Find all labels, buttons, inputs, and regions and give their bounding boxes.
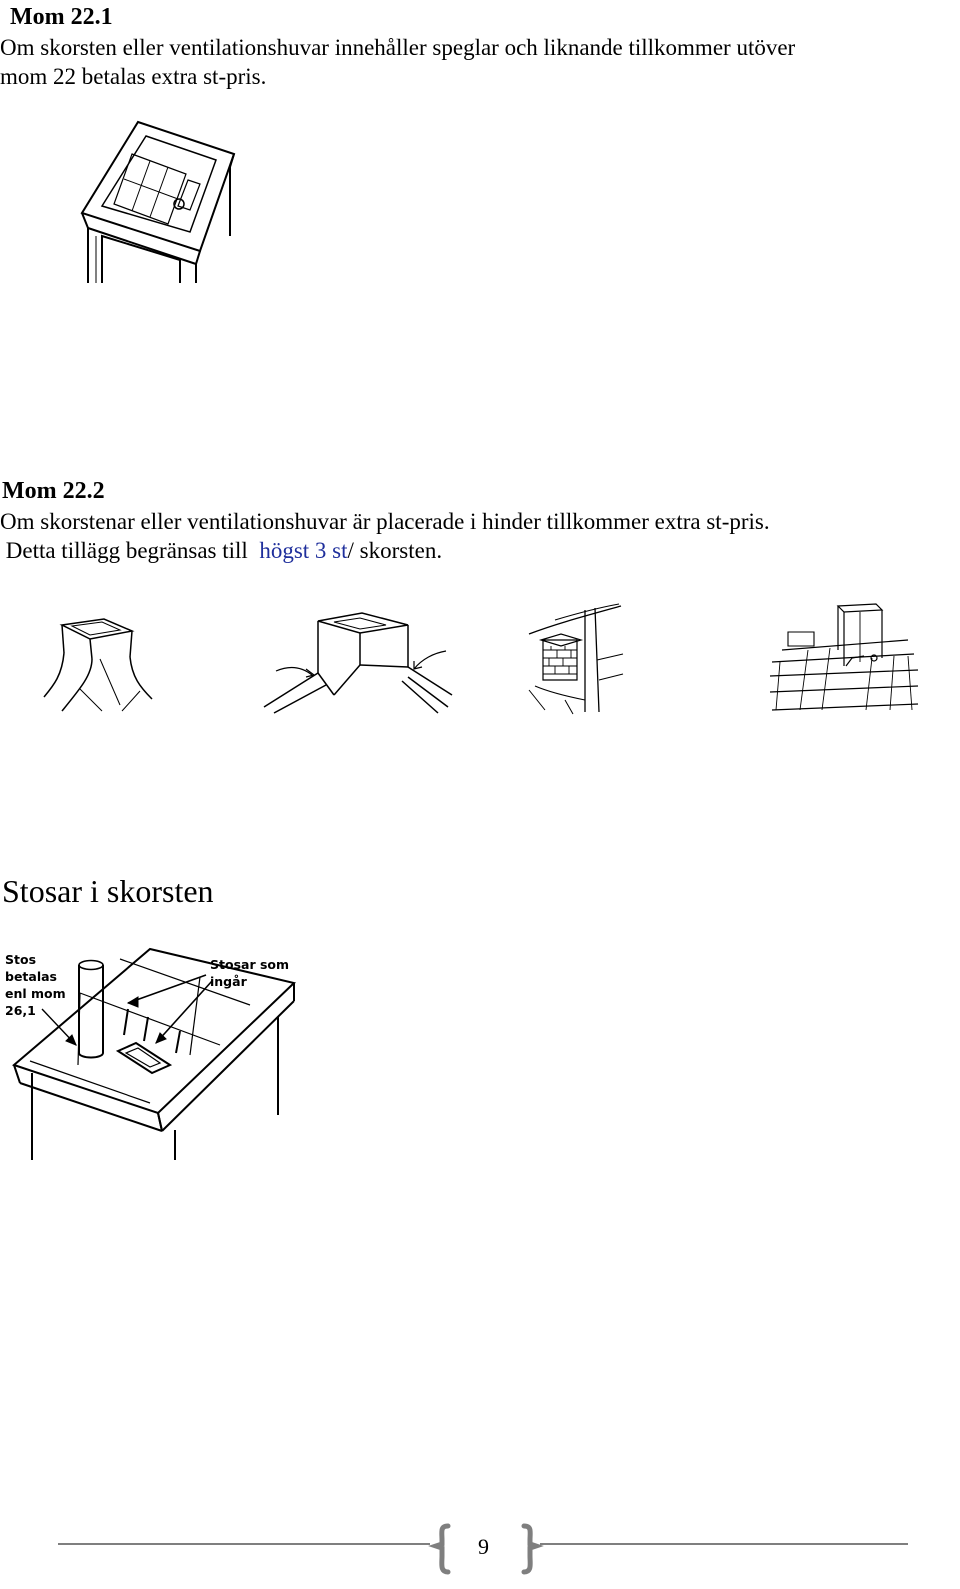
- stosar-title: Stosar i skorsten: [2, 873, 214, 909]
- stosar-label-line: Stosar som: [210, 957, 290, 972]
- section-text-22-2-line-1: Om skorstenar eller ventilationshuvar är placerade i hinder tillkommer extra st-pris.: [0, 509, 770, 534]
- section-heading-22-2: Mom 22.2: [2, 478, 105, 504]
- obstacle-illustration-3: [525, 600, 625, 715]
- section-text-22-1-line-1: Om skorsten eller ventilationshuvar innehåller speglar och liknande tillkommer utöver: [0, 35, 796, 60]
- page-number: 9: [478, 1534, 489, 1559]
- stos-label-line: betalas: [5, 969, 57, 984]
- line-2-tail: / skorsten.: [347, 538, 443, 563]
- stos-label-line: 26,1: [5, 1003, 36, 1018]
- section-text-22-2-line-2: [0, 536, 442, 565]
- obstacle-illustration-4: [768, 600, 920, 715]
- chimney-stos-illustration: [0, 945, 300, 1165]
- obstacle-illustration-2: [262, 605, 457, 715]
- chimney-mirror-illustration: [80, 118, 240, 288]
- max-count-highlight: högst 3 st: [259, 538, 348, 563]
- obstacle-illustration-1: [40, 615, 160, 715]
- stos-label-line: Stos: [5, 952, 37, 967]
- stos-label-line: enl mom: [5, 986, 66, 1001]
- section-heading-22-1: Mom 22.1: [10, 4, 113, 30]
- stosar-label-line: ingår: [210, 974, 247, 989]
- line-2-lead: Detta tillägg begränsas till: [0, 538, 260, 563]
- section-text-22-1-line-2: mom 22 betalas extra st-pris.: [0, 64, 267, 89]
